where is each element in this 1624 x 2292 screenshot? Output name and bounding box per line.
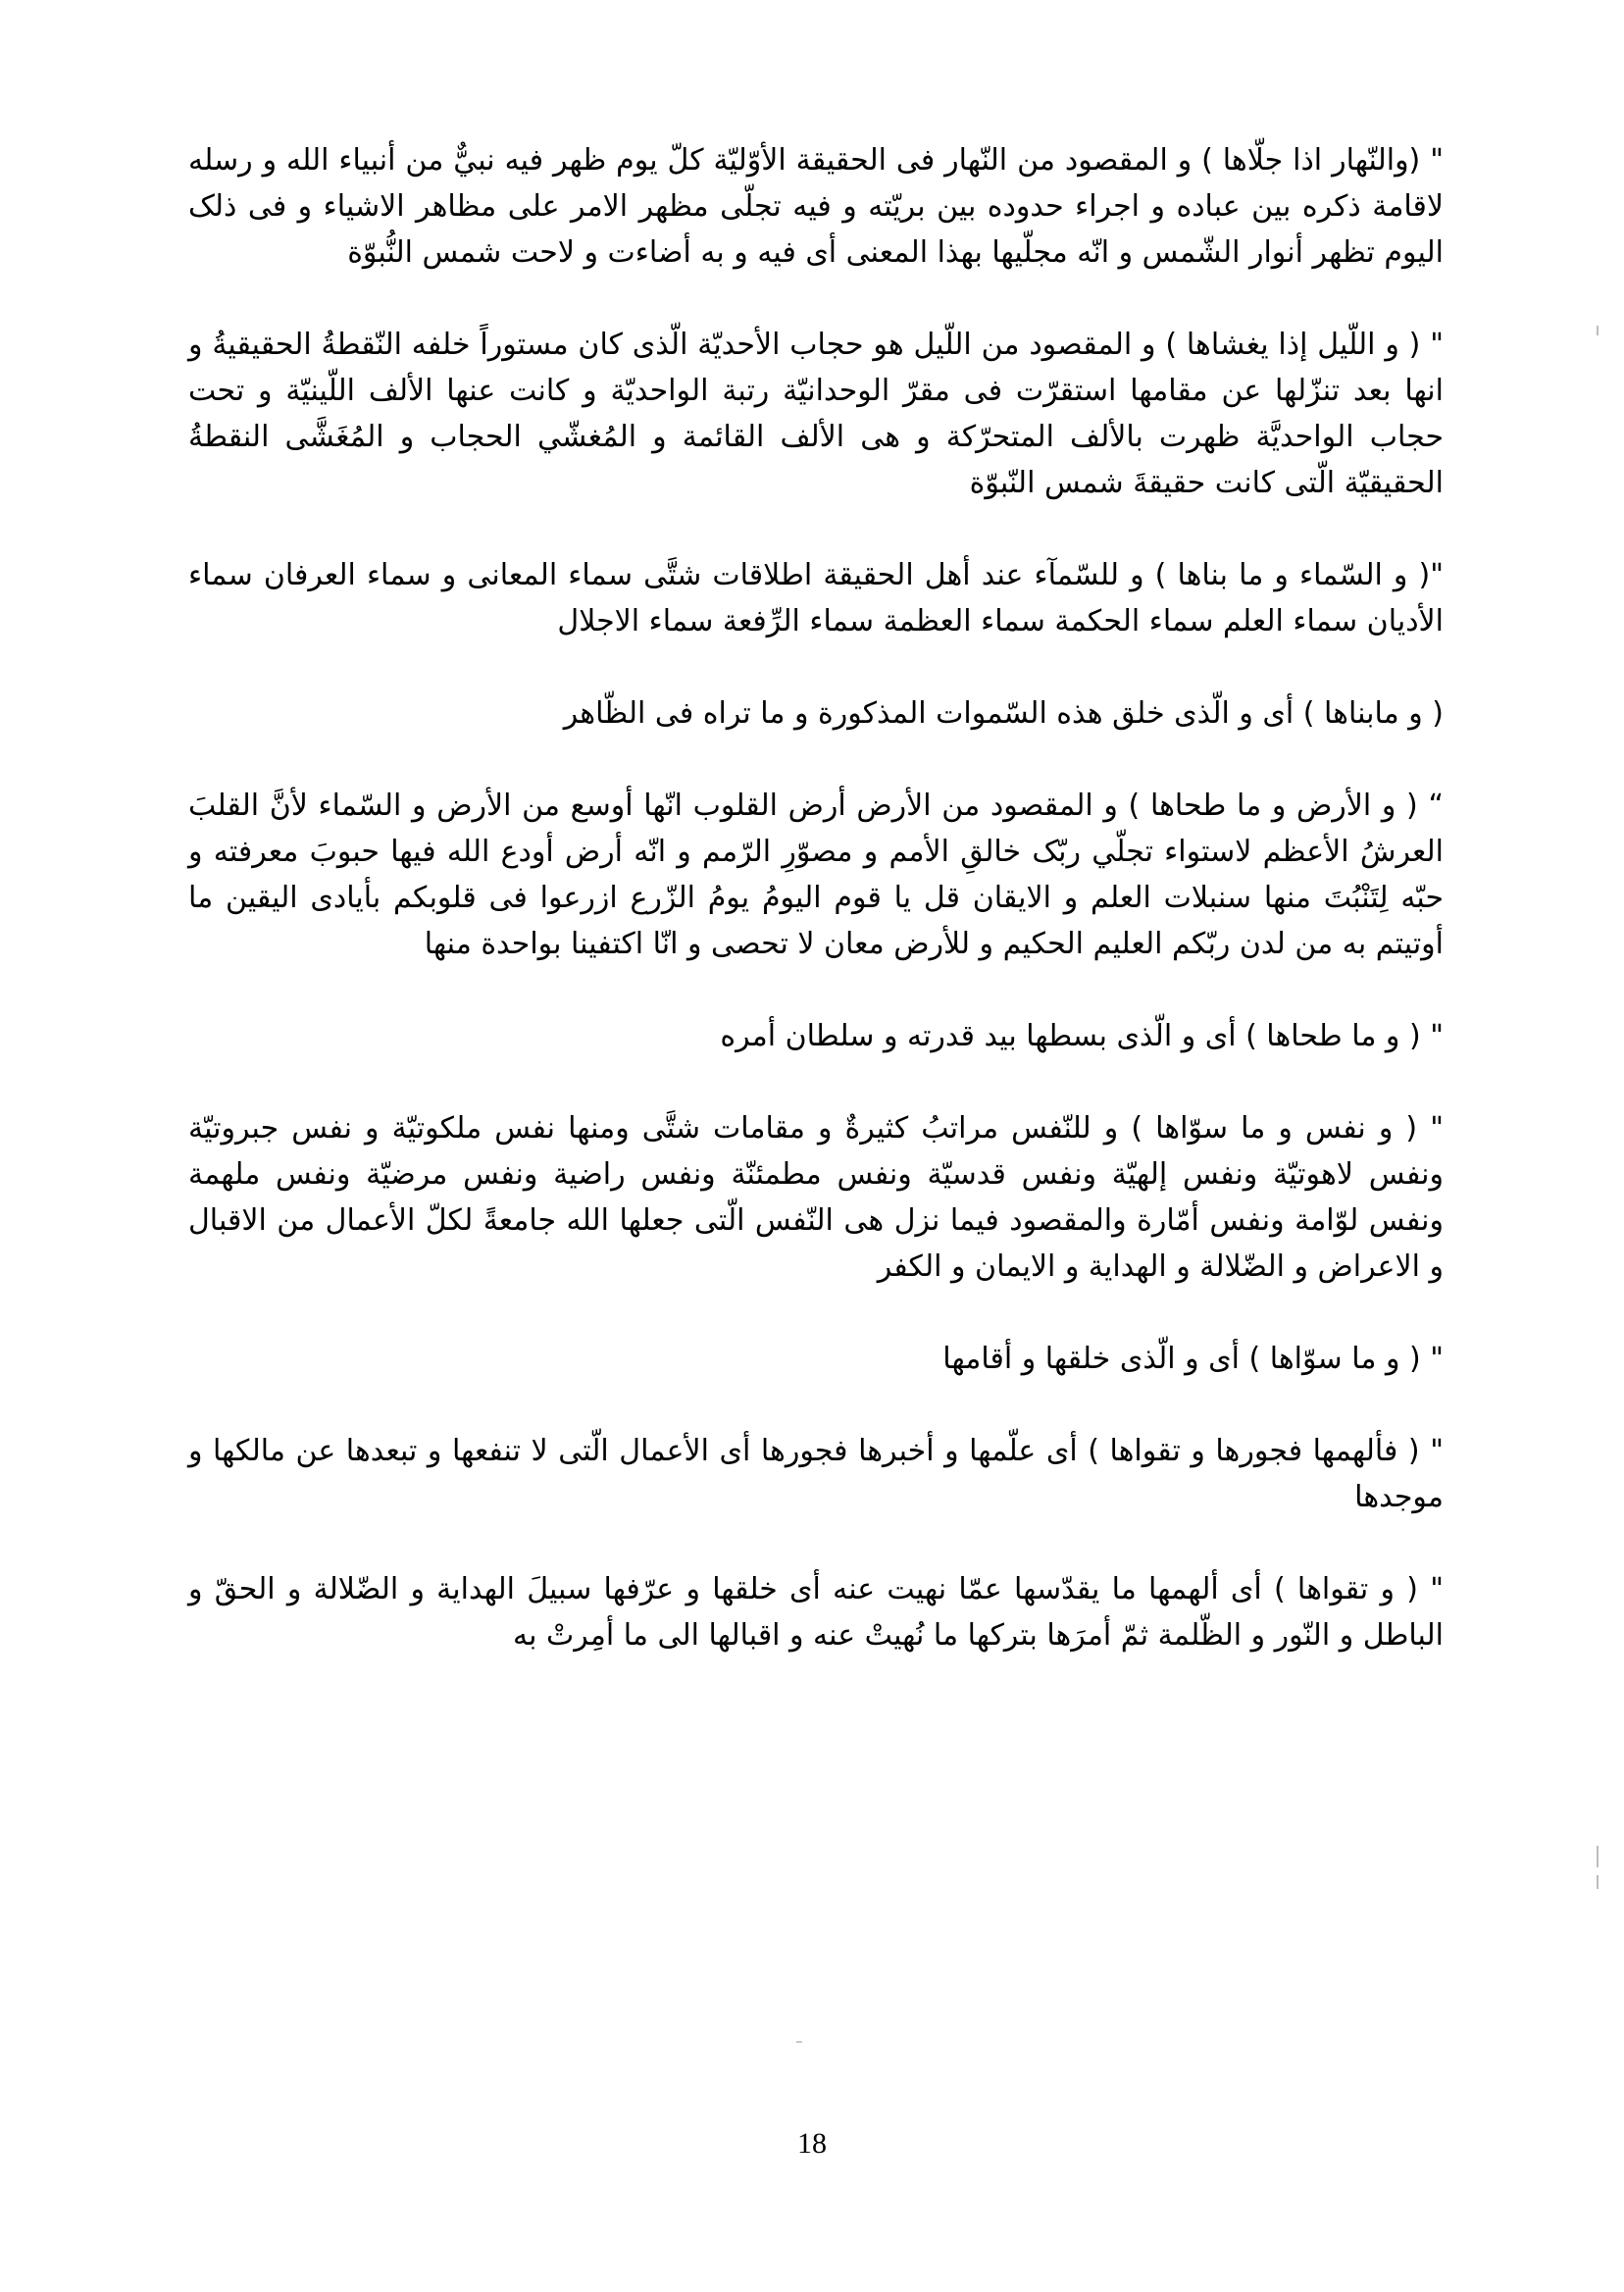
paragraph-6: " ( و ما طحاها ) أى و الّذى بسطها بيد قدرته و سلطان أمره <box>720 1019 1444 1053</box>
scan-mark <box>1597 1846 1599 1867</box>
paragraph-4: ( و مابناها ) أى و الّذى خلق هذه السّموات المذكورة و ما تراه فى الظّاهر <box>563 696 1444 731</box>
paragraph-10: " ( و تقواها ) أى ألهمها ما يقدّسها عمّا نهيت عنه أى خلقها و عرّفها سبيلَ الهداية و الضّلالة و الحقّ و الباطل و النّور و الظّلمة ثمّ أمرَها بتركها ما نُهيتْ عنه و اقبالها الى ما أمِرتْ به <box>188 1572 1444 1653</box>
paragraph-3: "( و السّماء و ما بناها ) و للسّمآء عند أهل الحقيقة اطلاقات شتَّى سماء المعانى و سماء العرفان سماء الأديان سماء العلم سماء الحكمة سماء العظمة سماء الرِّفعة سماء الاجلال <box>188 558 1444 638</box>
paragraph-7: " ( و نفس و ما سوّاها ) و للنّفس مراتبُ كثيرةٌ و مقامات شتَّى ومنها نفس ملكوتيّة و نفس جبروتيّة ونفس لاهوتيّة ونفس إلهيّة ونفس قدسيّة ونفس مطمئنّة ونفس راضية ونفس مرضيّة ونفس ملهمة ونفس لوّامة ونفس أمّارة والمقصود فيما نزل هى النّفس الّتى جعلها الله جامعةً لكلّ الأعمال من الاقبال و الاعراض و الضّلالة و الهداية و الايمان و الكفر <box>188 1111 1444 1284</box>
scan-speck <box>796 2041 802 2043</box>
paragraph-2: " ( و اللّيل إذا يغشاها ) و المقصود من اللّيل هو حجاب الأحديّة الّذى كان مستوراً خلفه النّقطةُ الحقيقيةُ و انها بعد تنزّلها عن مقامها استقرّت فى مقرّ الوحدانيّة رتبة الواحديّة و كانت عنها الألف اللّينيّة و تحت حجاب الواحديَّة ظهرت بالألف المتحرّكة و هى الألف القائمة و المُغشّي الحجاب و المُغَشَّى النقطةُ الحقيقيّة الّتى كانت حقيقةَ شمس النّبوّة <box>188 328 1444 500</box>
paragraph-9: " ( فألهمها فجورها و تقواها ) أى علّمها و أخبرها فجورها أى الأعمال الّتى لا تنفعها و تبعدها عن مالكها و موجدها <box>188 1434 1444 1514</box>
scan-mark <box>1597 1875 1599 1889</box>
paragraph-1: " (والنّهار اذا جلّاها ) و المقصود من النّهار فى الحقيقة الأوّليّة كلّ يوم ظهر فيه نبيٌّ من أنبياء الله و رسله لاقامة ذكره بين عباده و اجراء حدوده بين بريّته و فيه تجلّى مظهر الامر على مظاهر الاشياء و فى ذلک اليوم تظهر أنوار الشّمس و انّه مجلّيها بهذا المعنى أى فيه و به أضاءت و لاحت شمس النُّبوّة <box>188 143 1444 270</box>
scan-mark <box>1597 326 1599 335</box>
paragraph-8: " ( و ما سوّاها ) أى و الّذى خلقها و أقامها <box>942 1342 1444 1376</box>
paragraph-5: “ ( و الأرض و ما طحاها ) و المقصود من الأرض أرض القلوب انّها أوسع من الأرض و السّماء لأنَّ القلبَ العرشُ الأعظم لاستواء تجلّي ربّک خالقِ الأمم و مصوّرِ الرّمم و انّه أرض أودع الله فيها حبوبَ معرفته و حبّه لِتَنْبُتَ منها سنبلات العلم و الايقان قل يا قوم اليومُ يومُ الزّرع ازرعوا فى قلوبكم بأيادى اليقين ما أوتيتم به من لدن ربّكم العليم الحكيم و للأرض معان لا تحصى و انّا اكتفينا بواحدة منها <box>188 789 1444 961</box>
page-number: 18 <box>797 2127 827 2160</box>
body-text <box>188 137 1444 1705</box>
